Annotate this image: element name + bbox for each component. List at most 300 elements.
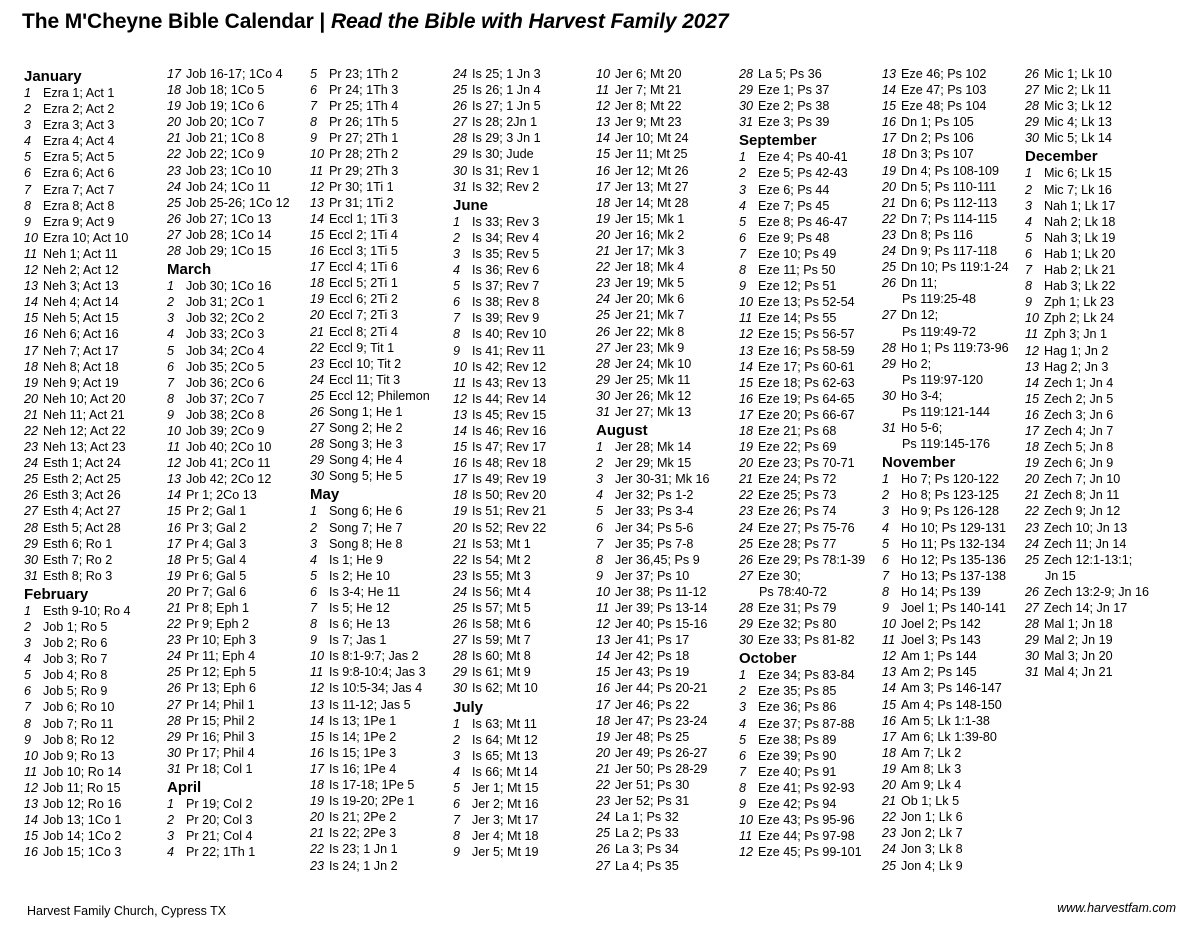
reading-text: Ezra 7; Act 7 bbox=[43, 182, 115, 197]
reading-text: Pr 9; Eph 2 bbox=[186, 617, 250, 632]
day-number: 27 bbox=[1025, 601, 1040, 615]
day-number: 6 bbox=[1025, 246, 1033, 261]
day-number: 30 bbox=[310, 469, 325, 484]
reading-row bbox=[882, 600, 1032, 616]
reading-row bbox=[24, 635, 174, 651]
day-number: 16 bbox=[310, 244, 325, 259]
day-number: 30 bbox=[739, 633, 754, 648]
reading-row bbox=[739, 828, 889, 844]
day-number: 17 bbox=[882, 131, 897, 146]
day-number: 26 bbox=[596, 324, 611, 339]
reading-text: Job 27; 1Co 13 bbox=[186, 211, 272, 226]
reading-row bbox=[882, 487, 1032, 503]
day-number: 3 bbox=[1025, 198, 1033, 213]
day-number: 22 bbox=[453, 552, 468, 567]
reading-text: Zech 6; Jn 9 bbox=[1044, 456, 1114, 471]
reading-text: Jon 2; Lk 7 bbox=[901, 826, 963, 841]
reading-text: Job 5; Ro 9 bbox=[43, 684, 108, 699]
reading-row bbox=[167, 828, 317, 844]
day-number: 18 bbox=[882, 147, 897, 162]
reading-text: Am 7; Lk 2 bbox=[901, 745, 962, 760]
day-number: 24 bbox=[310, 372, 325, 387]
reading-text: Is 40; Rev 10 bbox=[472, 327, 547, 342]
reading-text: Eze 27; Ps 75-76 bbox=[758, 520, 855, 535]
reading-row bbox=[1025, 262, 1175, 278]
reading-row bbox=[453, 552, 603, 568]
reading-text: Jer 46; Ps 22 bbox=[615, 697, 690, 712]
reading-row bbox=[739, 796, 889, 812]
day-number: 14 bbox=[24, 295, 39, 310]
reading-row bbox=[739, 246, 889, 262]
reading-text: Job 36; 2Co 6 bbox=[186, 375, 265, 390]
day-number: 1 bbox=[882, 472, 890, 487]
reading-row bbox=[453, 764, 603, 780]
day-number: 30 bbox=[24, 552, 39, 567]
reading-text: Eccl 6; 2Ti 2 bbox=[329, 292, 398, 307]
reading-row bbox=[310, 195, 460, 211]
day-number: 25 bbox=[24, 472, 39, 487]
reading-text: Pr 21; Col 4 bbox=[186, 829, 253, 844]
day-number: 18 bbox=[596, 713, 611, 728]
day-number: 19 bbox=[167, 99, 182, 114]
day-number: 23 bbox=[453, 568, 468, 583]
reading-row bbox=[1025, 664, 1175, 680]
day-number: 14 bbox=[453, 423, 468, 438]
reading-text: Is 39; Rev 9 bbox=[472, 311, 540, 326]
reading-row bbox=[882, 82, 1032, 98]
reading-text: Mal 1; Jn 18 bbox=[1044, 617, 1113, 632]
day-number: 4 bbox=[310, 552, 318, 567]
reading-text: Job 2; Ro 6 bbox=[43, 636, 108, 651]
reading-row bbox=[453, 391, 603, 407]
reading-text: Song 6; He 6 bbox=[329, 504, 403, 519]
reading-row bbox=[24, 487, 174, 503]
reading-row bbox=[167, 211, 317, 227]
reading-row bbox=[739, 844, 889, 860]
reading-row bbox=[596, 697, 746, 713]
reading-text: Hag 1; Jn 2 bbox=[1044, 343, 1109, 358]
reading-row bbox=[453, 163, 603, 179]
day-number: 28 bbox=[1025, 99, 1040, 114]
day-number: 10 bbox=[24, 230, 39, 245]
reading-text: Ezra 5; Act 5 bbox=[43, 150, 115, 165]
reading-row bbox=[1025, 391, 1175, 407]
reading-row bbox=[596, 275, 746, 291]
reading-text: Eze 33; Ps 81-82 bbox=[758, 633, 855, 648]
reading-row bbox=[882, 777, 1032, 793]
reading-text: Job 22; 1Co 9 bbox=[186, 147, 265, 162]
reading-text: Eze 19; Ps 64-65 bbox=[758, 391, 855, 406]
reading-row bbox=[167, 552, 317, 568]
reading-text: Pr 17; Phil 4 bbox=[186, 745, 255, 760]
day-number: 20 bbox=[310, 810, 325, 825]
day-number: 17 bbox=[310, 260, 325, 275]
reading-row bbox=[596, 130, 746, 146]
reading-row bbox=[167, 391, 317, 407]
day-number: 26 bbox=[596, 842, 611, 857]
day-number: 3 bbox=[739, 700, 747, 715]
day-number: 15 bbox=[453, 440, 468, 455]
reading-row bbox=[167, 680, 317, 696]
reading-row bbox=[453, 716, 603, 732]
reading-row bbox=[310, 713, 460, 729]
day-number: 3 bbox=[453, 246, 461, 261]
reading-text: Is 16; 1Pe 4 bbox=[329, 761, 397, 776]
reading-text: Jer 52; Ps 31 bbox=[615, 794, 690, 809]
reading-row bbox=[310, 307, 460, 323]
reading-text: Eze 5; Ps 42-43 bbox=[758, 166, 848, 181]
reading-row bbox=[453, 732, 603, 748]
reading-text: Eze 37; Ps 87-88 bbox=[758, 716, 855, 731]
reading-row bbox=[24, 230, 174, 246]
reading-row bbox=[310, 632, 460, 648]
day-number: 6 bbox=[739, 230, 747, 245]
reading-row bbox=[596, 324, 746, 340]
day-number: 5 bbox=[310, 67, 318, 81]
day-number: 15 bbox=[167, 504, 182, 519]
reading-row bbox=[310, 130, 460, 146]
day-number: 23 bbox=[739, 504, 754, 519]
reading-row bbox=[167, 648, 317, 664]
day-number: 22 bbox=[882, 211, 897, 226]
reading-text: Is 11-12; Jas 5 bbox=[329, 697, 411, 712]
reading-text: Is 62; Mt 10 bbox=[472, 681, 538, 696]
reading-text: Job 32; 2Co 2 bbox=[186, 311, 265, 326]
reading-row bbox=[596, 680, 746, 696]
reading-row bbox=[1025, 114, 1175, 130]
reading-row bbox=[453, 600, 603, 616]
reading-row bbox=[596, 82, 746, 98]
reading-text: Pr 25; 1Th 4 bbox=[329, 99, 399, 114]
day-number: 9 bbox=[167, 407, 175, 422]
reading-row bbox=[739, 764, 889, 780]
day-number: 4 bbox=[739, 716, 747, 731]
day-number: 24 bbox=[24, 456, 39, 471]
reading-row bbox=[882, 697, 1032, 713]
reading-text: Is 32; Rev 2 bbox=[472, 179, 540, 194]
reading-row bbox=[310, 729, 460, 745]
reading-text: Ho 10; Ps 129-131 bbox=[901, 520, 1007, 535]
reading-text: Jer 35; Ps 7-8 bbox=[615, 536, 694, 551]
day-number: 9 bbox=[739, 279, 747, 294]
reading-text: Eccl 4; 1Ti 6 bbox=[329, 260, 398, 275]
day-number: 23 bbox=[24, 440, 39, 455]
day-number: 18 bbox=[167, 552, 182, 567]
reading-row bbox=[453, 278, 603, 294]
month-heading: March bbox=[167, 261, 212, 279]
reading-row bbox=[167, 697, 317, 713]
reading-text: Job 33; 2Co 3 bbox=[186, 327, 265, 342]
reading-row bbox=[167, 761, 317, 777]
day-number: 2 bbox=[167, 813, 175, 828]
reading-text: Ezra 4; Act 4 bbox=[43, 134, 115, 149]
reading-row bbox=[24, 101, 174, 117]
reading-row bbox=[739, 326, 889, 342]
reading-row bbox=[1025, 182, 1175, 198]
reading-row bbox=[882, 680, 1032, 696]
day-number: 30 bbox=[167, 745, 182, 760]
reading-text: Eze 41; Ps 92-93 bbox=[758, 780, 855, 795]
day-number: 27 bbox=[310, 421, 325, 436]
day-number: 16 bbox=[24, 327, 39, 342]
reading-row bbox=[24, 165, 174, 181]
day-number: 15 bbox=[24, 311, 39, 326]
day-number: 2 bbox=[882, 488, 890, 503]
reading-text: Esth 1; Act 24 bbox=[43, 456, 121, 471]
reading-row bbox=[24, 699, 174, 715]
reading-row bbox=[596, 455, 746, 471]
day-number: 21 bbox=[310, 826, 325, 841]
reading-row bbox=[596, 713, 746, 729]
title-subtitle: Read the Bible with Harvest Family 2027 bbox=[330, 10, 729, 33]
reading-row bbox=[596, 841, 746, 857]
day-number: 25 bbox=[167, 665, 182, 680]
reading-text: Ob 1; Lk 5 bbox=[901, 794, 960, 809]
reading-text: Is 61; Mt 9 bbox=[472, 665, 531, 680]
reading-text: Is 30; Jude bbox=[472, 147, 534, 162]
reading-text: Eccl 11; Tit 3 bbox=[329, 372, 401, 387]
day-number: 2 bbox=[167, 295, 175, 310]
reading-row bbox=[596, 439, 746, 455]
reading-text: Is 7; Jas 1 bbox=[329, 633, 387, 648]
reading-text: Pr 15; Phil 2 bbox=[186, 713, 255, 728]
day-number: 13 bbox=[882, 67, 897, 81]
reading-row bbox=[24, 343, 174, 359]
reading-text: Job 37; 2Co 7 bbox=[186, 391, 265, 406]
day-number: 8 bbox=[24, 198, 32, 213]
day-number: 23 bbox=[310, 356, 325, 371]
day-number: 21 bbox=[167, 601, 182, 615]
reading-row bbox=[739, 198, 889, 214]
reading-text: Is 35; Rev 5 bbox=[472, 246, 540, 261]
reading-row bbox=[24, 262, 174, 278]
reading-row bbox=[453, 214, 603, 230]
day-number: 15 bbox=[596, 147, 611, 162]
reading-row bbox=[739, 487, 889, 503]
day-number: 26 bbox=[24, 488, 39, 503]
reading-text: Eccl 10; Tit 2 bbox=[329, 356, 402, 371]
reading-row bbox=[739, 294, 889, 310]
day-number: 1 bbox=[310, 504, 318, 519]
day-number: 28 bbox=[453, 649, 468, 664]
day-number: 29 bbox=[453, 665, 468, 680]
reading-text: Job 30; 1Co 16 bbox=[186, 279, 272, 294]
day-number: 26 bbox=[167, 211, 182, 226]
day-number: 15 bbox=[739, 375, 754, 390]
day-number: 25 bbox=[596, 308, 611, 323]
day-number: 3 bbox=[739, 182, 747, 197]
reading-row bbox=[167, 568, 317, 584]
day-number: 10 bbox=[739, 813, 754, 828]
reading-row bbox=[1025, 246, 1175, 262]
reading-text: Neh 6; Act 16 bbox=[43, 327, 119, 342]
reading-text: Jer 15; Mk 1 bbox=[615, 211, 685, 226]
reading-row bbox=[739, 375, 889, 391]
day-number: 8 bbox=[167, 391, 175, 406]
reading-row bbox=[167, 745, 317, 761]
reading-text: Jer 7; Mt 21 bbox=[615, 83, 682, 98]
reading-text: Esth 2; Act 25 bbox=[43, 472, 121, 487]
day-number: 14 bbox=[882, 681, 897, 696]
reading-text: Pr 30; 1Ti 1 bbox=[329, 179, 394, 194]
reading-text: Is 47; Rev 17 bbox=[472, 440, 547, 455]
reading-text: Pr 10; Eph 3 bbox=[186, 633, 257, 648]
day-number: 3 bbox=[167, 311, 175, 326]
day-number: 15 bbox=[310, 729, 325, 744]
reading-text: Job 1; Ro 5 bbox=[43, 620, 108, 634]
day-number: 18 bbox=[167, 83, 182, 98]
reading-row bbox=[167, 163, 317, 179]
day-number: 31 bbox=[739, 115, 754, 130]
reading-text: Jer 36,45; Ps 9 bbox=[615, 552, 700, 567]
day-number: 5 bbox=[24, 150, 32, 165]
reading-row bbox=[167, 243, 317, 259]
reading-text: Is 53; Mt 1 bbox=[472, 536, 531, 551]
day-number: 8 bbox=[453, 829, 461, 844]
reading-row bbox=[310, 179, 460, 195]
reading-text: Eze 1; Ps 37 bbox=[758, 83, 830, 98]
day-number: 3 bbox=[24, 636, 32, 651]
reading-row bbox=[739, 407, 889, 423]
reading-row bbox=[453, 230, 603, 246]
reading-text: Esth 3; Act 26 bbox=[43, 488, 121, 503]
reading-row bbox=[24, 375, 174, 391]
reading-text: Job 39; 2Co 9 bbox=[186, 423, 265, 438]
reading-row bbox=[739, 503, 889, 519]
reading-text: Neh 4; Act 14 bbox=[43, 295, 119, 310]
reading-row bbox=[453, 568, 603, 584]
reading-row bbox=[24, 310, 174, 326]
reading-text: Mic 7; Lk 16 bbox=[1044, 182, 1112, 197]
reading-row bbox=[739, 114, 889, 130]
day-number: 1 bbox=[453, 214, 461, 229]
reading-text: Is 48; Rev 18 bbox=[472, 456, 547, 471]
reading-text: Eze 32; Ps 80 bbox=[758, 617, 837, 632]
reading-text: Job 23; 1Co 10 bbox=[186, 163, 272, 178]
reading-row bbox=[453, 310, 603, 326]
reading-row bbox=[596, 616, 746, 632]
reading-text: Song 7; He 7 bbox=[329, 520, 403, 535]
reading-text: Eze 14; Ps 55 bbox=[758, 311, 837, 326]
reading-row bbox=[24, 359, 174, 375]
reading-row bbox=[596, 648, 746, 664]
day-number: 28 bbox=[1025, 617, 1040, 632]
reading-text: Dn 9; Ps 117-118 bbox=[901, 244, 998, 259]
day-number: 22 bbox=[24, 423, 39, 438]
day-number: 22 bbox=[596, 260, 611, 275]
reading-text: Joel 1; Ps 140-141 bbox=[901, 601, 1007, 615]
reading-text: Eze 47; Ps 103 bbox=[901, 83, 987, 98]
reading-text: Is 58; Mt 6 bbox=[472, 617, 531, 632]
reading-row bbox=[1025, 616, 1175, 632]
month-heading: November bbox=[882, 454, 956, 472]
reading-text: Jer 11; Mt 25 bbox=[615, 147, 688, 162]
reading-text: Jer 8; Mt 22 bbox=[615, 99, 682, 114]
day-number: 1 bbox=[167, 797, 175, 812]
reading-text: Song 1; He 1 bbox=[329, 404, 403, 419]
day-number: 16 bbox=[882, 713, 897, 728]
reading-row bbox=[596, 552, 746, 568]
reading-row bbox=[453, 407, 603, 423]
day-number: 10 bbox=[1025, 311, 1040, 326]
reading-row bbox=[882, 243, 1032, 259]
day-number: 26 bbox=[739, 552, 754, 567]
reading-continuation: Ps 119:25-48 bbox=[902, 292, 976, 307]
reading-text: Jer 33; Ps 3-4 bbox=[615, 504, 694, 519]
day-number: 15 bbox=[596, 665, 611, 680]
reading-text: Eze 8; Ps 46-47 bbox=[758, 214, 848, 229]
day-number: 14 bbox=[1025, 375, 1040, 390]
day-number: 5 bbox=[596, 504, 604, 519]
month-heading: June bbox=[453, 196, 489, 214]
reading-row bbox=[1025, 82, 1175, 98]
reading-text: Zech 4; Jn 7 bbox=[1044, 423, 1114, 438]
day-number: 23 bbox=[167, 633, 182, 648]
reading-row bbox=[24, 828, 174, 844]
reading-text: Is 28; 2Jn 1 bbox=[472, 115, 538, 130]
day-number: 27 bbox=[453, 115, 468, 130]
reading-row bbox=[310, 211, 460, 227]
reading-text: Pr 29; 2Th 3 bbox=[329, 163, 399, 178]
day-number: 11 bbox=[24, 764, 38, 779]
reading-row bbox=[1025, 439, 1175, 455]
reading-text: Nah 2; Lk 18 bbox=[1044, 214, 1116, 229]
calendar-column-3 bbox=[310, 66, 460, 874]
day-number: 20 bbox=[167, 115, 182, 130]
reading-row bbox=[739, 632, 889, 648]
reading-row bbox=[167, 664, 317, 680]
reading-row bbox=[739, 520, 889, 536]
reading-text: Eze 13; Ps 52-54 bbox=[758, 295, 855, 310]
reading-row bbox=[453, 828, 603, 844]
reading-text: Ezra 10; Act 10 bbox=[43, 230, 129, 245]
reading-row bbox=[739, 310, 889, 326]
day-number: 11 bbox=[596, 601, 610, 615]
reading-row bbox=[882, 568, 1032, 584]
reading-row bbox=[24, 294, 174, 310]
reading-row bbox=[1025, 98, 1175, 114]
reading-text: Jer 20; Mk 6 bbox=[615, 292, 685, 307]
reading-row bbox=[167, 98, 317, 114]
reading-text: Mal 2; Jn 19 bbox=[1044, 633, 1113, 648]
reading-text: Zech 5; Jn 8 bbox=[1044, 440, 1114, 455]
day-number: 14 bbox=[882, 83, 897, 98]
reading-text: Ho 5-6; bbox=[901, 421, 943, 436]
reading-text: Ho 9; Ps 126-128 bbox=[901, 504, 1000, 519]
reading-row bbox=[24, 603, 174, 619]
day-number: 14 bbox=[310, 211, 325, 226]
day-number: 5 bbox=[167, 343, 175, 358]
reading-text: Ezra 1; Act 1 bbox=[43, 86, 115, 100]
reading-text: Job 31; 2Co 1 bbox=[186, 295, 265, 310]
day-number: 16 bbox=[310, 745, 325, 760]
day-number: 30 bbox=[739, 99, 754, 114]
reading-text: Is 42; Rev 12 bbox=[472, 359, 547, 374]
day-number: 31 bbox=[1025, 665, 1040, 680]
day-number: 13 bbox=[24, 797, 39, 812]
calendar-column-8 bbox=[1025, 66, 1175, 680]
day-number: 19 bbox=[310, 292, 325, 307]
day-number: 23 bbox=[167, 163, 182, 178]
reading-row bbox=[167, 179, 317, 195]
reading-text: Ezra 8; Act 8 bbox=[43, 198, 115, 213]
reading-text: Neh 2; Act 12 bbox=[43, 263, 119, 278]
reading-row bbox=[167, 294, 317, 310]
reading-text: Mic 2; Lk 11 bbox=[1044, 83, 1111, 98]
day-number: 24 bbox=[882, 842, 897, 857]
reading-text: Eze 46; Ps 102 bbox=[901, 67, 987, 81]
day-number: 21 bbox=[1025, 488, 1040, 503]
